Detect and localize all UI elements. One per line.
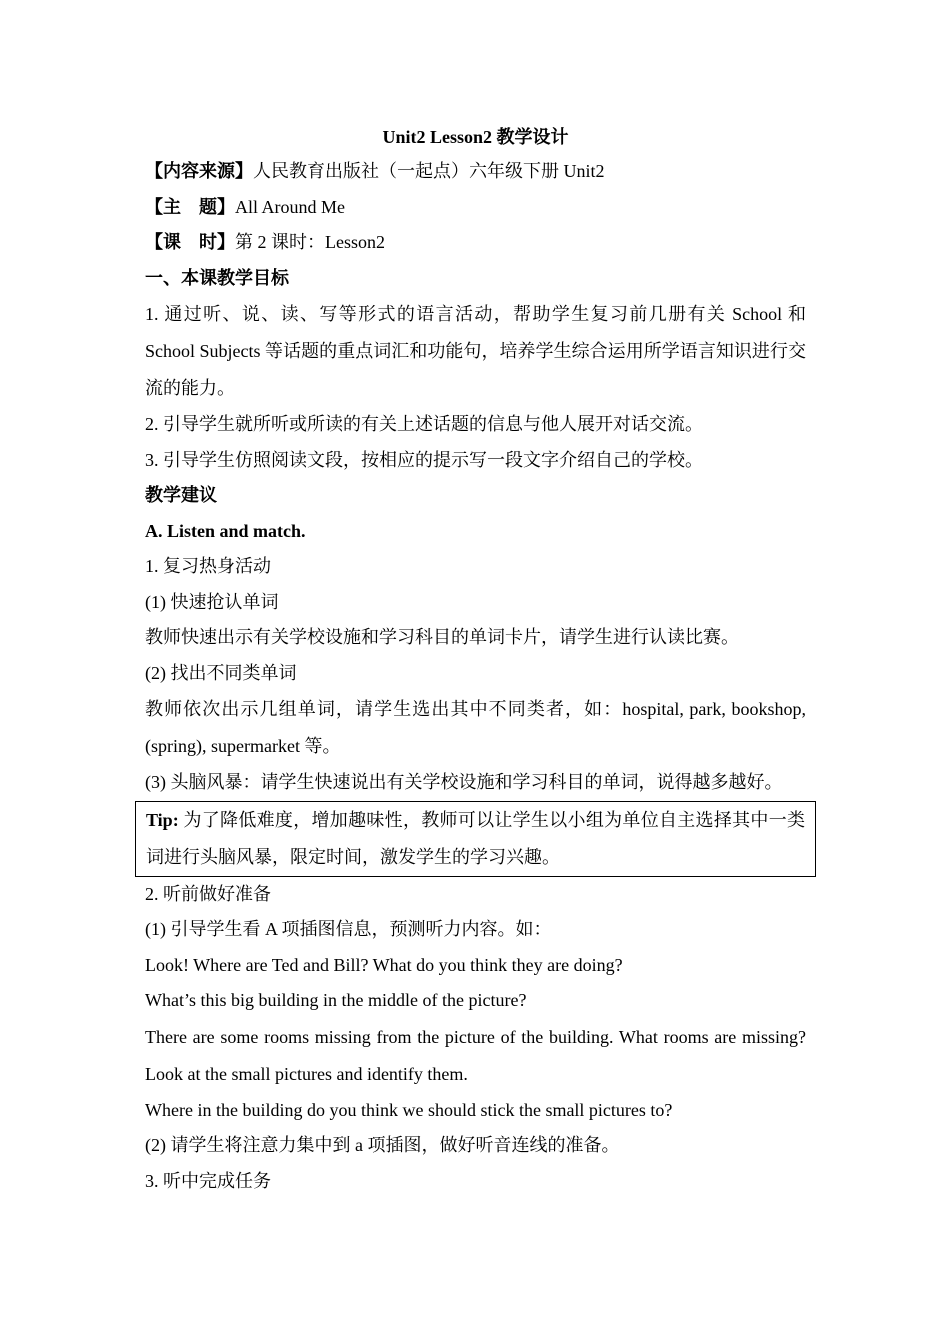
meta-period-value: 第 2 课时：Lesson2: [235, 232, 385, 252]
prep-question-4: Where in the building do you think we should stick the small pictures to?: [145, 1099, 673, 1120]
meta-topic-label: 【主 题】: [145, 196, 235, 217]
prep-question-1: Look! Where are Ted and Bill? What do you think they are doing?: [145, 954, 623, 975]
listen-heading: 3. 听中完成任务: [145, 1170, 271, 1191]
prep-question-2: What’s this big building in the middle of the picture?: [145, 990, 527, 1010]
warmup-step1-text: 教师快速出示有关学校设施和学习科目的单词卡片，请学生进行认读比赛。: [145, 627, 739, 647]
prep-step2: (2) 请学生将注意力集中到 a 项插图，做好听音连线的准备。: [145, 1135, 620, 1155]
objectives-heading: 一、本课教学目标: [145, 267, 289, 288]
document-title: Unit2 Lesson2 教学设计: [382, 127, 569, 147]
document-body: [145, 122, 806, 1199]
meta-source-label: 【内容来源】: [145, 161, 253, 181]
tip-text: 为了降低难度，增加趣味性，教师可以让学生以小组为单位自主选择其中一类词进行头脑风暴，限定时间，激发学生的学习兴趣。: [146, 809, 805, 867]
prep-question-3: There are some rooms missing from the picture of the building. What rooms are missing? Look at the small pictures and identify them.: [145, 1026, 806, 1084]
meta-period-label: 【课 时】: [145, 232, 235, 252]
suggestions-heading: 教学建议: [145, 485, 217, 505]
tip-label: Tip:: [146, 809, 179, 830]
meta-period: [145, 225, 806, 261]
warmup-step2-text: 教师依次出示几组单词，请学生选出其中不同类者，如：hospital, park, bookshop, (spring), supermarket 等。: [145, 699, 806, 756]
meta-source: [145, 154, 806, 190]
section-a-heading: A. Listen and match.: [145, 520, 306, 541]
warmup-step3-text: (3) 头脑风暴：请学生快速说出有关学校设施和学习科目的单词，说得越多越好。: [145, 772, 783, 792]
warmup-step1-heading: (1) 快速抢认单词: [145, 591, 279, 612]
warmup-step2-heading: (2) 找出不同类单词: [145, 662, 297, 683]
meta-topic: [145, 190, 806, 226]
prep-heading: 2. 听前做好准备: [145, 883, 271, 904]
objective-item-2: 2. 引导学生就所听或所读的有关上述话题的信息与他人展开对话交流。: [145, 414, 703, 434]
objective-item-3: 3. 引导学生仿照阅读文段，按相应的提示写一段文字介绍自己的学校。: [145, 449, 703, 470]
prep-step1: (1) 引导学生看 A 项插图信息，预测听力内容。如：: [145, 919, 552, 939]
objective-item-1: 1. 通过听、说、读、写等形式的语言活动，帮助学生复习前几册有关 School 和 School Subjects 等话题的重点词汇和功能句，培养学生综合运用所学语言知识进行交流的能力。: [145, 304, 806, 398]
tip-box: [135, 801, 816, 877]
meta-topic-value: All Around Me: [235, 196, 345, 217]
warmup-heading: 1. 复习热身活动: [145, 556, 271, 576]
meta-source-value: 人民教育出版社（一起点）六年级下册 Unit2: [253, 161, 605, 181]
